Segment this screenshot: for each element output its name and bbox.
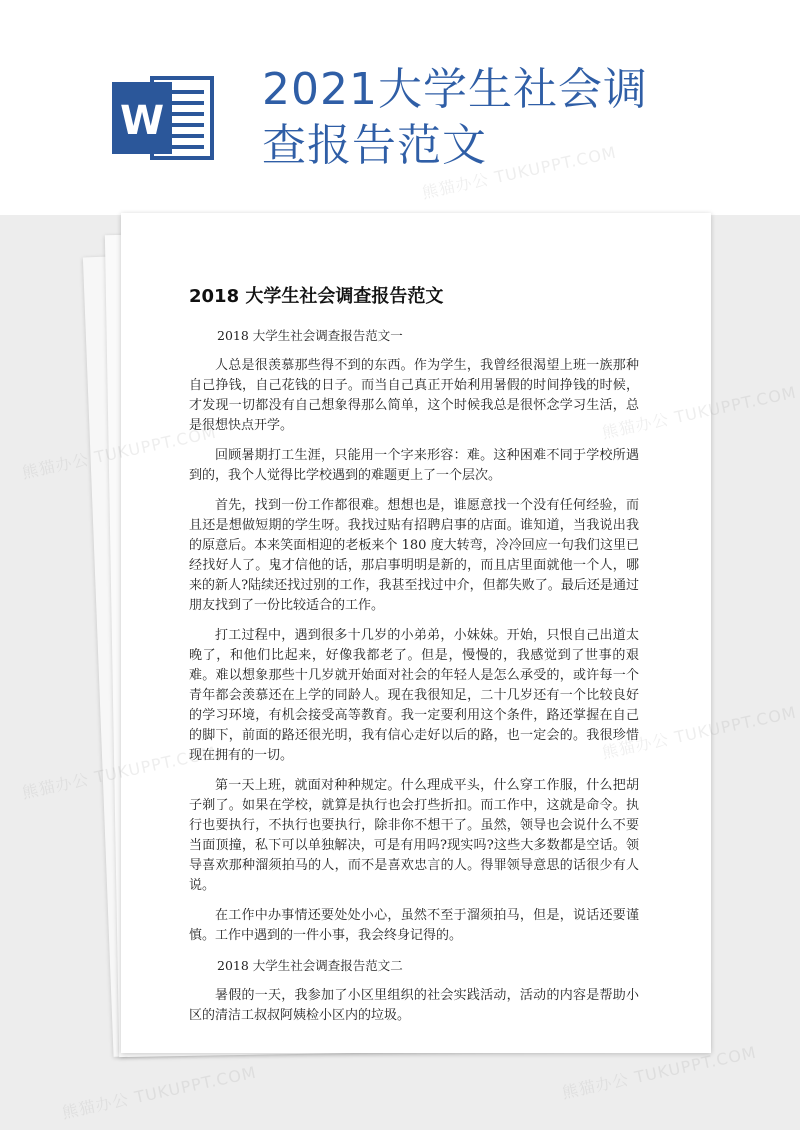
- banner-title: [262, 62, 662, 174]
- paragraph: 暑假的一天，我参加了小区里组织的社会实践活动，活动的内容是帮助小区的清洁工叔叔阿姨检小区内的垃圾。: [189, 988, 639, 1023]
- watermark: 熊猫办公 TUKUPPT.COM: [60, 1062, 259, 1123]
- word-logo-letter: W: [119, 98, 165, 144]
- section-heading-1: 2018 大学生社会调查报告范文一: [217, 328, 403, 343]
- watermark: TUKUPPT.COM: [672, 382, 799, 427]
- word-logo-icon: [112, 72, 217, 164]
- watermark: 熊猫办公: [20, 769, 91, 803]
- paragraph: 第一天上班，就面对种种规定。什么理成平头，什么穿工作服，什么把胡子剃了。如果在学校，就算是执行也会打些折扣。而工作中，这就是命令。执行也要执行，不执行也要执行，除非你不想干了。虽然，领导也会说什么不要当面顶撞，私下可以单独解决，可是有用吗?现实吗?这些大多数都是空话。领导喜欢那种溜须拍马的人，而不是喜欢忠言的人。得罪领导意思的话很少有人说。: [189, 778, 639, 893]
- watermark: 熊猫办公: [20, 449, 91, 483]
- banner-title-line1: 2021大学生社会调: [262, 64, 648, 115]
- paragraph: 人总是很羡慕那些得不到的东西。作为学生，我曾经很渴望上班一族那种自己挣钱，自己花钱的日子。而当自己真正开始利用暑假的时间挣钱的时候，才发现一切都没有自己想象得那么简单，这个时候我总是很怀念学习生活，总是很想快点开学。: [189, 358, 639, 433]
- watermark: 熊猫办公 TUKUPPT.COM: [560, 1042, 759, 1103]
- header-banner: [0, 0, 800, 215]
- paragraph: 回顾暑期打工生涯，只能用一个字来形容：难。这种困难不同于学校所遇到的，我个人觉得比学校遇到的难题更上了一个层次。: [189, 448, 639, 483]
- paragraph: 在工作中办事情还要处处小心，虽然不至于溜须拍马，但是，说话还要谨慎。工作中遇到的一件小事，我会终身记得的。: [189, 908, 639, 943]
- paragraph: 首先，找到一份工作都很难。想想也是，谁愿意找一个没有任何经验，而且还是想做短期的学生呀。我找过贴有招聘启事的店面。谁知道，当我说出我的原意后。本来笑面相迎的老板来个 180 度大转弯，冷冷回应一句我们这里已经找好人了。鬼才信他的话，那启事明明是新的，而且店里面就他一个人，哪来的新人?陆续还找过别的工作，我甚至找过中介，但都失败了。最后还是通过朋友找到了一份比较适合的工作。: [189, 498, 639, 613]
- document-title: 2018 大学生社会调查报告范文: [189, 286, 444, 307]
- banner-title-line2: 查报告范文: [262, 120, 487, 171]
- document-body: [189, 326, 639, 1036]
- section-heading-2: 2018 大学生社会调查报告范文二: [217, 958, 403, 973]
- paragraph: 打工过程中，遇到很多十几岁的小弟弟，小妹妹。开始，只恨自己出道太晚了，和他们比起来，好像我都老了。但是，慢慢的，我感觉到了世事的艰难。难以想象那些十几岁就开始面对社会的年轻人是怎么承受的，或许每一个青年都会羡慕还在上学的同龄人。现在我很知足，二十几岁还有一个比较良好的学习环境，有机会接受高等教育。我一定要利用这个条件，路还掌握在自己的脚下，前面的路还很光明，我有信心走好以后的路，也一定会的。我很珍惜现在拥有的一切。: [189, 628, 639, 763]
- watermark: TUKUPPT.COM: [672, 702, 799, 747]
